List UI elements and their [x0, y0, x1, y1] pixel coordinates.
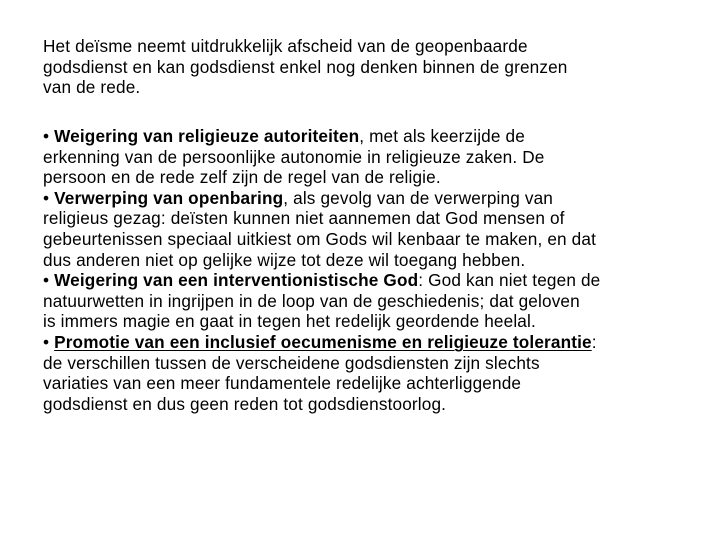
- bullet-line: religieus gezag: deïsten kunnen niet aannemen dat God mensen of: [43, 208, 565, 229]
- bullet-marker: •: [43, 126, 50, 146]
- bullet-first-line: [43, 126, 683, 147]
- bullet-line: gebeurtenissen speciaal uitkiest om Gods wil kenbaar te maken, en dat: [43, 228, 597, 249]
- bullet-first-line: [43, 188, 683, 209]
- bullet-first-rest: , met als keerzijde de: [359, 126, 525, 146]
- bullet-marker: •: [43, 270, 50, 291]
- bullet-item: [43, 270, 683, 332]
- bullet-first-line: [43, 332, 683, 353]
- bullet-term: Weigering van religieuze autoriteiten: [54, 126, 360, 146]
- bullet-item: [43, 188, 683, 270]
- bullet-first-rest: : God kan niet tegen de: [418, 270, 601, 291]
- bullet-term: Weigering van een interventionistische God: [54, 270, 419, 291]
- bullet-line: dus anderen niet op gelijke wijze tot deze wil toegang hebben.: [43, 249, 526, 270]
- bullet-line: is immers magie en gaat in tegen het redelijk geordende heelal.: [43, 311, 536, 332]
- bullet-line: erkenning van de persoonlijke autonomie in religieuze zaken. De: [43, 146, 545, 167]
- intro-text: [43, 36, 683, 98]
- bullet-item: [43, 332, 683, 414]
- bullet-line: persoon en de rede zelf zijn de regel van de religie.: [43, 167, 441, 188]
- bullet-item: [43, 126, 683, 188]
- bullet-term: Promotie van een inclusief oecumenisme en religieuze tolerantie: [54, 331, 592, 352]
- bullet-line: de verschillen tussen de verscheidene godsdiensten zijn slechts: [43, 352, 540, 373]
- bullet-line: variaties van een meer fundamentele redelijke achterliggende: [43, 373, 522, 394]
- intro-line: van de rede.: [43, 77, 141, 98]
- intro-line: godsdienst en kan godsdienst enkel nog denken binnen de grenzen: [43, 56, 568, 77]
- bullet-first-line: [43, 270, 683, 291]
- bullet-line: natuurwetten in ingrijpen in de loop van de geschiedenis; dat geloven: [43, 290, 580, 311]
- bullet-list: [43, 126, 683, 414]
- bullet-line: godsdienst en dus geen reden tot godsdienstoorlog.: [43, 393, 447, 414]
- bullet-marker: •: [43, 331, 50, 352]
- bullet-first-rest: :: [591, 331, 597, 352]
- bullet-marker: •: [43, 187, 50, 208]
- intro-line: Het deïsme neemt uitdrukkelijk afscheid van de geopenbaarde: [43, 36, 528, 56]
- bullet-term: Verwerping van openbaring: [54, 187, 284, 208]
- bullet-first-rest: , als gevolg van de verwerping van: [283, 187, 554, 208]
- intro-paragraph: [43, 36, 683, 98]
